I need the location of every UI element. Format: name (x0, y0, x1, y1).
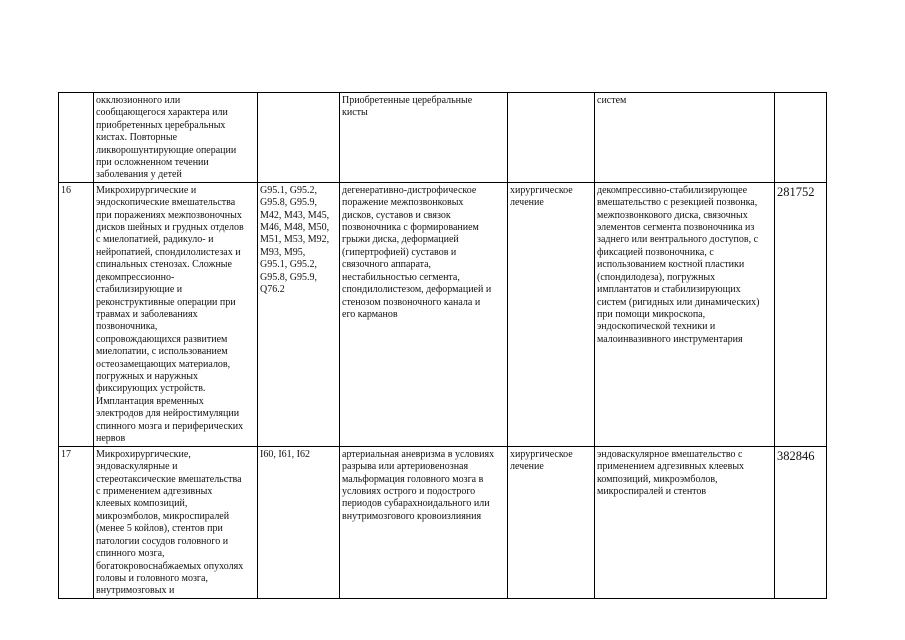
price: 281752 (775, 182, 827, 446)
treatment-type: хирургическое лечение (508, 182, 595, 446)
medical-services-table (58, 92, 827, 599)
patient-model: артериальная аневризма в условиях разрыва или артериовенозная мальформация головного мозга в условиях острого и подострого периодов субарахноидального или внутримозгового кровоизлияния (340, 446, 508, 598)
icd-codes: I60, I61, I62 (258, 446, 340, 598)
service-name: окклюзионного или сообщающегося характера или приобретенных церебральных кистах. Повторные ликворошунтирующие операции при осложненном течении заболевания у детей (94, 93, 258, 183)
table-row (59, 446, 827, 598)
icd-codes: G95.1, G95.2, G95.8, G95.9, M42, M43, M45, M46, M48, M50, M51, M53, M92, M93, M95, G95.1, G95.2, G95.8, G95.9, Q76.2 (258, 182, 340, 446)
table-row (59, 182, 827, 446)
service-name: Микрохирургические и эндоскопические вмешательства при поражениях межпозвоночных дисков шейных и грудных отделов с миелопатией, радикуло- и нейропатией, спондилолистезах и спинальных стенозах. Сложные декомпрессионно- стабилизирующие и реконструктивные операции при травмах и заболеваниях позвоночника, сопровождающихся развитием миелопатии, с использованием остеозамещающих материалов, погружных и наружных фиксирующих устройств. Имплантация временных электродов для нейростимуляции спинного мозга и периферических нервов (94, 182, 258, 446)
patient-model: дегенеративно-дистрофическое поражение межпозвонковых дисков, суставов и связок позвоночника с формированием грыжи диска, деформацией (гипертрофией) суставов и связочного аппарата, нестабильностью сегмента, спондилолистезом, деформацией и стенозом позвоночного канала и его карманов (340, 182, 508, 446)
price (775, 93, 827, 183)
row-number: 16 (59, 182, 94, 446)
patient-model: Приобретенные церебральные кисты (340, 93, 508, 183)
treatment-method: систем (595, 93, 775, 183)
table-row (59, 93, 827, 183)
row-number: 17 (59, 446, 94, 598)
treatment-method: декомпрессивно-стабилизирующее вмешательство с резекцией позвонка, межпозвонкового диска, связочных элементов сегмента позвоночника из заднего или вентрального доступов, с фиксацией позвоночника, с использованием костной пластики (спондилодеза), погружных имплантатов и стабилизирующих систем (ригидных или динамических) при помощи микроскопа, эндоскопической техники и малоинвазивного инструментария (595, 182, 775, 446)
price: 382846 (775, 446, 827, 598)
treatment-method: эндоваскулярное вмешательство с применением адгезивных клеевых композиций, микроэмболов, микроспиралей и стентов (595, 446, 775, 598)
treatment-type (508, 93, 595, 183)
row-number (59, 93, 94, 183)
treatment-type: хирургическое лечение (508, 446, 595, 598)
service-name: Микрохирургические, эндоваскулярные и стереотаксические вмешательства с применением адгезивных клеевых композиций, микроэмболов, микроспиралей (менее 5 койлов), стентов при патологии сосудов головного и спинного мозга, богатокровоснабжаемых опухолях головы и головного мозга, внутримозговых и (94, 446, 258, 598)
icd-codes (258, 93, 340, 183)
